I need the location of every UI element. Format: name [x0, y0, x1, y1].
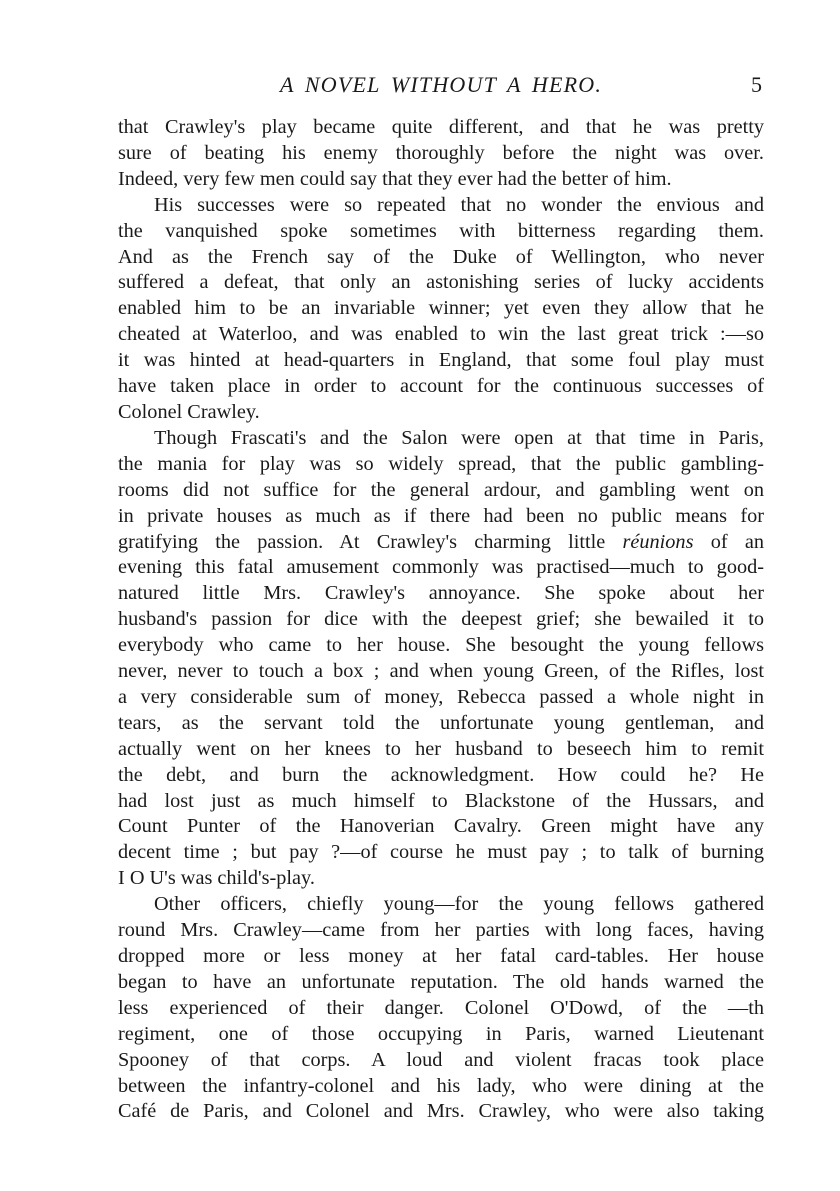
text-line: the mania for play was so widely spread, that the public gambling-: [118, 452, 764, 475]
text-line: suffered a defeat, that only an astonishing series of lucky accidents: [118, 271, 764, 294]
text-line: have taken place in order to account for the continuous successes of: [118, 375, 764, 398]
text-line: had lost just as much himself to Blackstone of the Hussars, and: [118, 789, 764, 812]
text-line: evening this fatal amusement commonly was practised—much to good-: [118, 556, 764, 579]
text-line: began to have an unfortunate reputation. The old hands warned the: [118, 970, 764, 993]
text-line: decent time ; but pay ?—of course he must pay ; to talk of burning: [118, 841, 764, 864]
text-line: tears, as the servant told the unfortunate young gentleman, and: [118, 711, 764, 734]
text-line: it was hinted at head-quarters in England, that some foul play must: [118, 349, 764, 372]
text-line: And as the French say of the Duke of Wellington, who never: [118, 245, 764, 268]
text-line-with-italic: [118, 530, 764, 556]
text-line: Café de Paris, and Colonel and Mrs. Crawley, who were also taking: [118, 1100, 764, 1123]
text-line: round Mrs. Crawley—came from her parties with long faces, having: [118, 919, 764, 942]
text-line: regiment, one of those occupying in Paris, warned Lieutenant: [118, 1022, 764, 1045]
text-line: actually went on her knees to her husband to beseech him to remit: [118, 737, 764, 760]
text-line: sure of beating his enemy thoroughly before the night was over.: [118, 141, 764, 164]
text-line: in private houses as much as if there had been no public means for: [118, 504, 764, 527]
paragraph-4: [118, 892, 764, 1125]
text-line: dropped more or less money at her fatal card-tables. Her house: [118, 945, 764, 967]
text-line: Other officers, chiefly young—for the young fellows gathered: [154, 893, 764, 916]
body-text: [118, 115, 764, 1125]
text-line: everybody who came to her house. She besought the young fellows: [118, 634, 764, 657]
text-line: the vanquished spoke sometimes with bitterness regarding them.: [118, 219, 764, 242]
text-line: Spooney of that corps. A loud and violent fracas took place: [118, 1048, 764, 1071]
text-line: husband's passion for dice with the deepest grief; she bewailed it to: [118, 608, 764, 631]
text-line: rooms did not suffice for the general ardour, and gambling went on: [118, 478, 764, 501]
text-segment: of an: [710, 530, 764, 553]
paragraph-2: [118, 193, 764, 426]
page-number: 5: [751, 72, 762, 97]
text-line: that Crawley's play became quite different, and that he was pretty: [118, 116, 764, 138]
text-line: natured little Mrs. Crawley's annoyance. She spoke about her: [118, 582, 764, 605]
text-line: Colonel Crawley.: [118, 400, 260, 423]
running-head: [118, 72, 764, 102]
text-line: less experienced of their danger. Colonel O'Dowd, of the —th: [118, 996, 764, 1019]
text-line: never, never to touch a box ; and when young Green, of the Rifles, lost: [118, 660, 764, 683]
text-line: His successes were so repeated that no wonder the envious and: [154, 193, 764, 216]
text-line: Indeed, very few men could say that they ever had the better of him.: [118, 167, 672, 190]
text-line: I O U's was child's-play.: [118, 867, 315, 890]
text-line: a very considerable sum of money, Rebecca passed a whole night in: [118, 685, 764, 708]
text-line: Count Punter of the Hanoverian Cavalry. Green might have any: [118, 815, 764, 838]
paragraph-3: [118, 426, 764, 892]
text-line: the debt, and burn the acknowledgment. How could he? He: [118, 763, 764, 786]
text-line: cheated at Waterloo, and was enabled to win the last great trick :—so: [118, 323, 764, 346]
italic-phrase: réunions: [622, 530, 694, 553]
paragraph-1: [118, 115, 764, 193]
text-segment: gratifying the passion. At Crawley's charming little: [118, 530, 606, 553]
text-line: Though Frascati's and the Salon were open at that time in Paris,: [154, 426, 764, 449]
text-line: enabled him to be an invariable winner; yet even they allow that he: [118, 297, 764, 320]
running-title: A NOVEL WITHOUT A HERO.: [279, 72, 603, 97]
text-line: between the infantry-colonel and his lady, who were dining at the: [118, 1074, 764, 1097]
